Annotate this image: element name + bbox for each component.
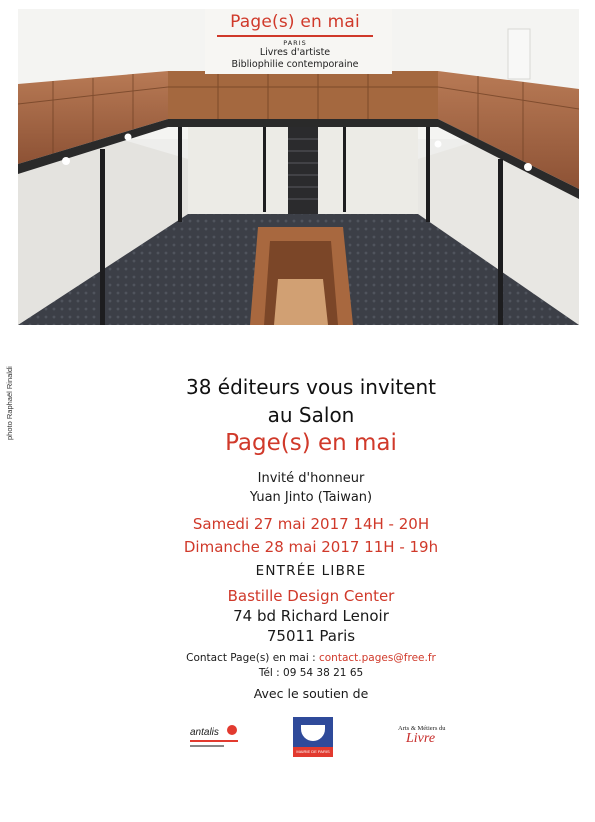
date-saturday: Samedi 27 mai 2017 14H - 20H [192, 515, 430, 533]
antalis-underline [190, 740, 238, 742]
event-title: Page(s) en mai [225, 430, 397, 456]
venue-street: 74 bd Richard Lenoir [233, 607, 389, 625]
masthead-city: PARIS [283, 38, 307, 47]
masthead-title: Page(s) en mai [230, 12, 360, 32]
paris-caption: MAIRIE DE PARIS [296, 749, 330, 754]
antalis-logo [190, 725, 240, 751]
venue-city: 75011 Paris [266, 627, 356, 645]
antalis-dot-icon [227, 725, 237, 735]
masthead-line-1: Livres d'artiste [259, 46, 331, 58]
contact-phone: Tél : 09 54 38 21 65 [258, 667, 364, 679]
antalis-tagline-line [190, 745, 224, 747]
photo-credit: photo Raphaël Rinaldi [5, 366, 14, 440]
masthead [205, 9, 385, 71]
arts-metiers-livre: Livre [406, 731, 436, 746]
guest-name: Yuan Jinto (Taiwan) [249, 490, 373, 505]
masthead-rule [217, 35, 373, 37]
arts-metiers-livre-logo [398, 725, 446, 749]
arts-metiers-top: Arts & Métiers du [398, 725, 446, 732]
invitation-line-1: 38 éditeurs vous invitent [186, 375, 436, 399]
contact-label: Contact Page(s) en mai : [186, 652, 316, 664]
guest-label: Invité d'honneur [257, 471, 365, 486]
antalis-wordmark: antalis [190, 727, 219, 738]
date-sunday: Dimanche 28 mai 2017 11H - 19h [183, 538, 439, 556]
contact-line [60, 652, 562, 664]
mairie-de-paris-logo [293, 717, 333, 757]
venue-name: Bastille Design Center [227, 587, 395, 605]
support-label: Avec le soutien de [253, 686, 369, 701]
masthead-line-2: Bibliophilie contemporaine [231, 58, 359, 70]
contact-email[interactable]: contact.pages@free.fr [318, 652, 436, 664]
free-entry: ENTRÉE LIBRE [255, 563, 367, 579]
invitation-line-2: au Salon [267, 403, 355, 427]
